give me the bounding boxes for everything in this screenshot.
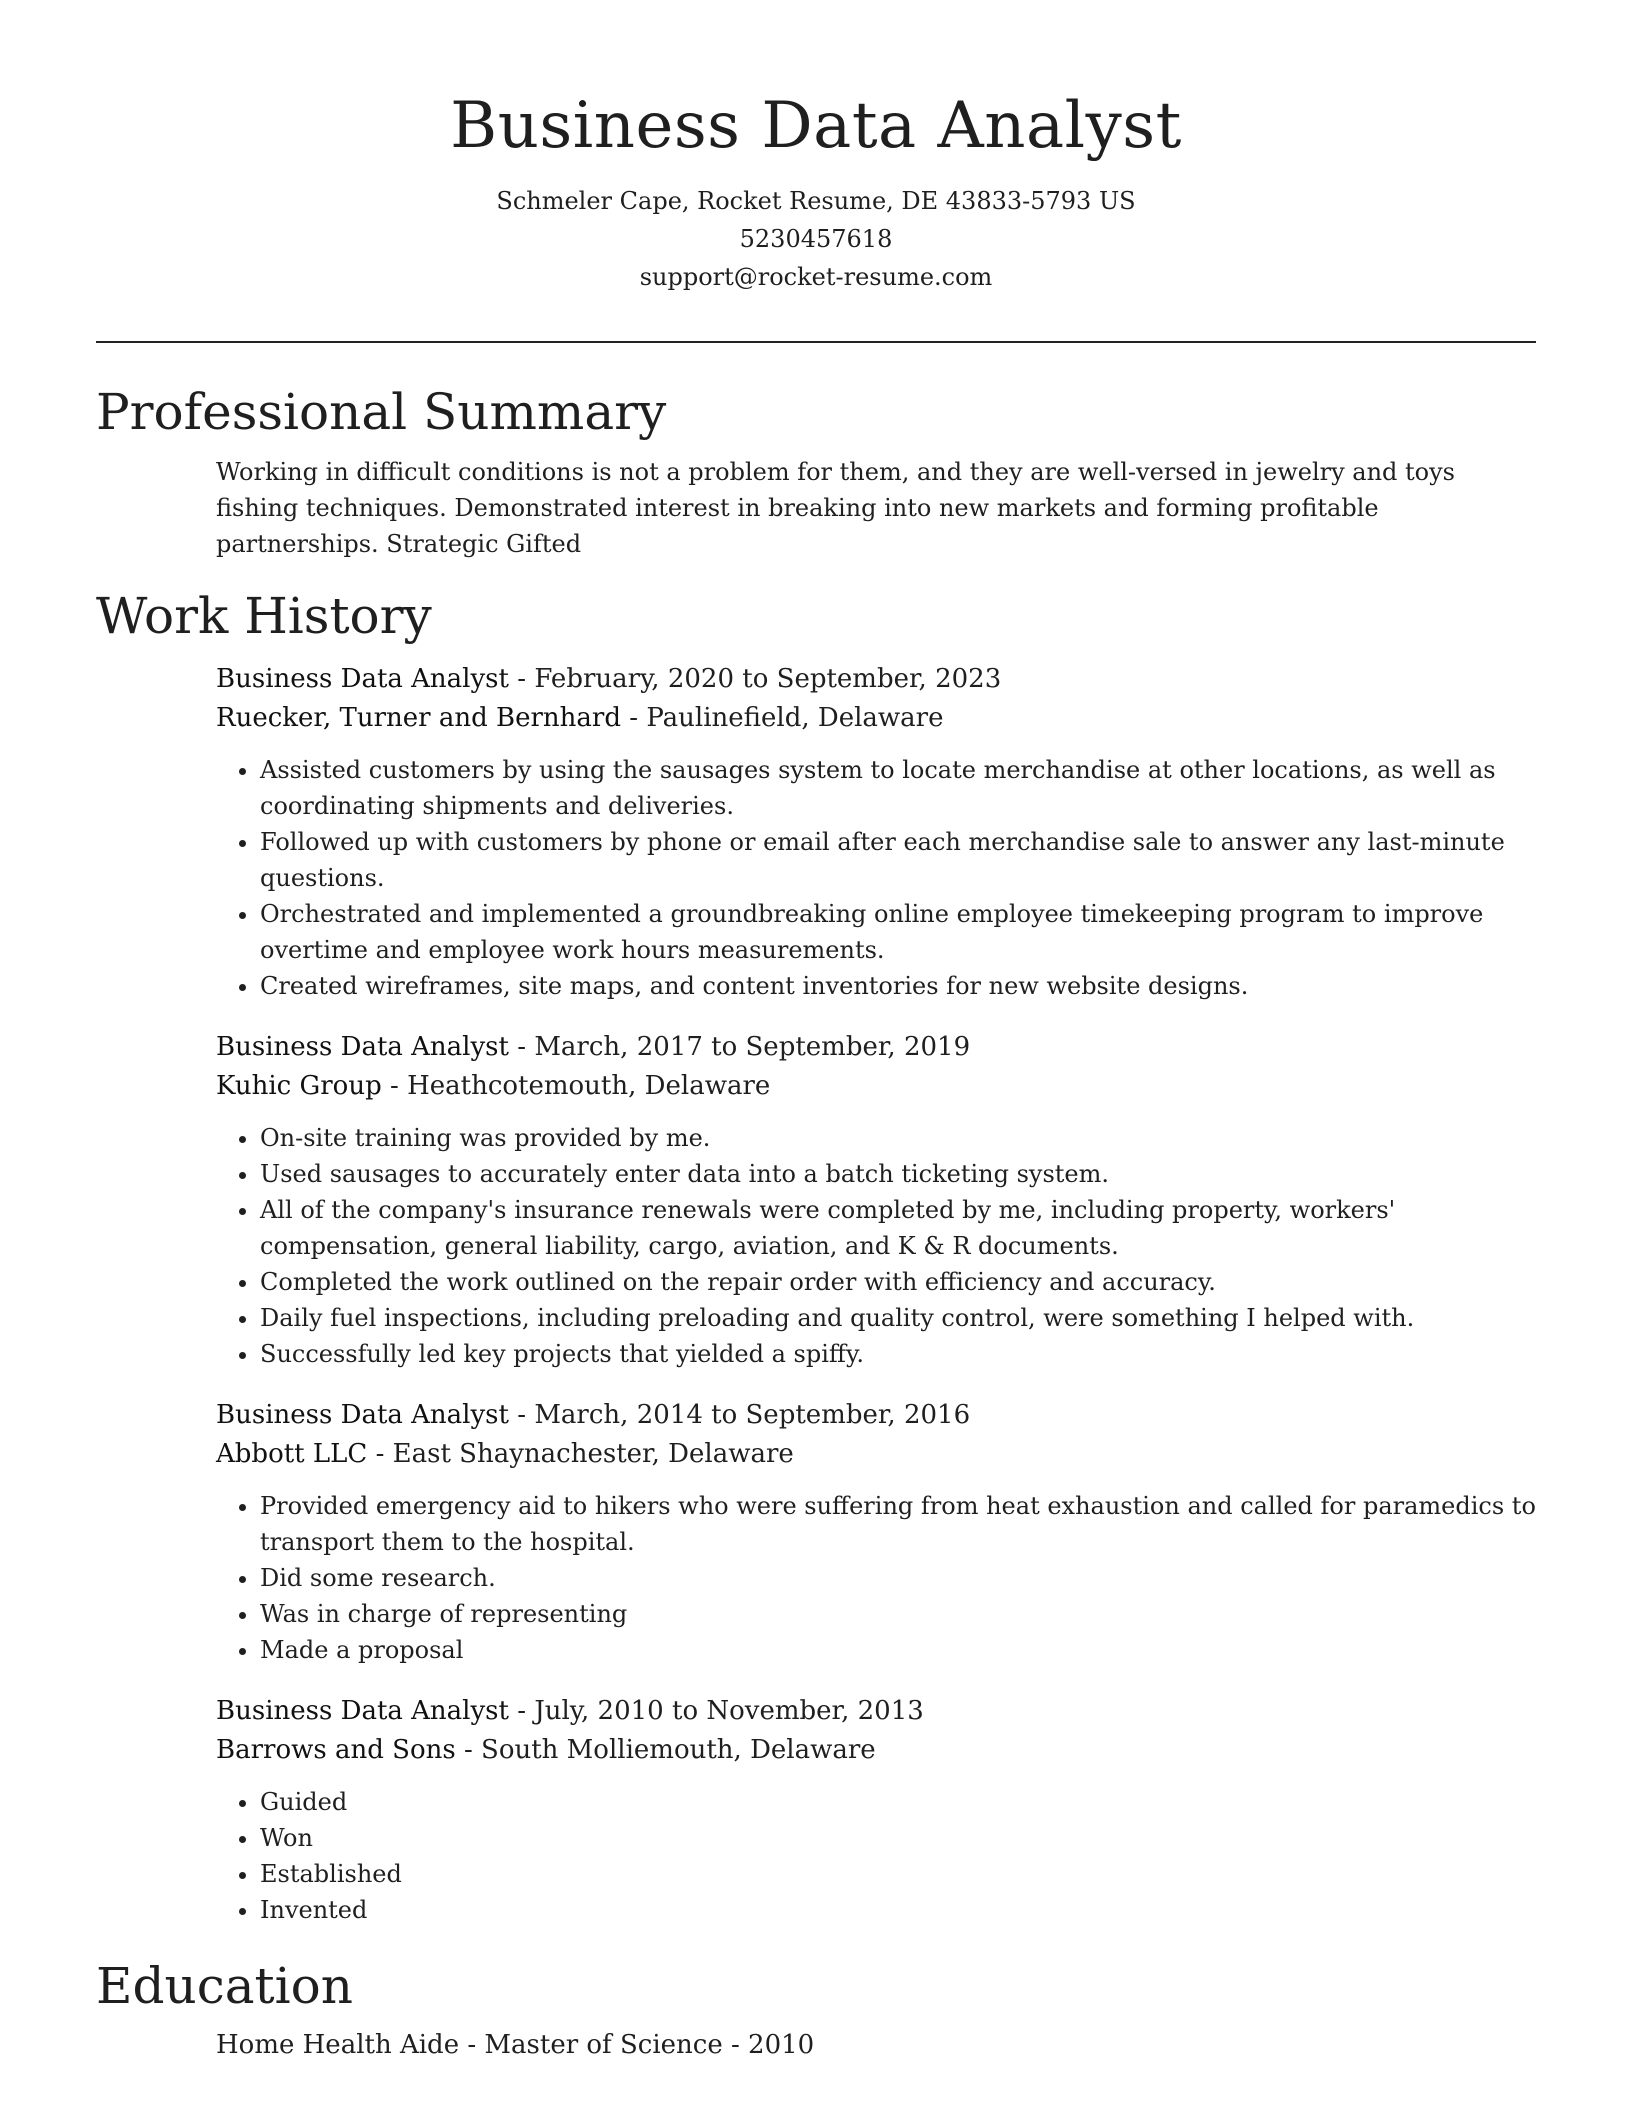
job-bullet: • Won xyxy=(260,1820,1536,1856)
job-bullet: • Used sausages to accurately enter data into a batch ticketing system. xyxy=(260,1156,1536,1192)
separator: - xyxy=(508,1400,535,1430)
education-entry: Home Health Aide - Master of Science - 2010 xyxy=(216,2030,815,2060)
summary-section xyxy=(96,378,1536,562)
job-entry xyxy=(216,1028,1536,1372)
job-role: Business Data Analyst xyxy=(216,1400,509,1430)
job-dates: February, 2020 to September, 2023 xyxy=(534,664,1002,694)
job-bullet: • Established xyxy=(260,1856,1536,1892)
job-bullet: • Assisted customers by using the sausages system to locate merchandise at other locations, as well as coordinating shipments and deliveries. xyxy=(260,752,1536,824)
job-bullet: • Was in charge of representing xyxy=(260,1596,1536,1632)
education-heading: Education xyxy=(96,1957,353,2015)
job-company-line xyxy=(216,699,1536,738)
candidate-name: Business Data Analyst xyxy=(450,89,1182,163)
job-bullet: • On-site training was provided by me. xyxy=(260,1120,1536,1156)
contact-block xyxy=(0,182,1632,296)
job-entry xyxy=(216,660,1536,1004)
education-section xyxy=(96,1952,1536,2065)
job-bullet: • Daily fuel inspections, including preloading and quality control, were something I helped with. xyxy=(260,1300,1536,1336)
resume-header xyxy=(0,0,1632,296)
job-title-line xyxy=(216,1692,1536,1731)
phone-text: 5230457618 xyxy=(739,225,893,253)
separator: - xyxy=(381,1071,408,1101)
job-bullets xyxy=(216,1488,1536,1668)
separator: - xyxy=(508,1032,535,1062)
separator: - xyxy=(508,664,535,694)
job-bullet: • Successfully led key projects that yielded a spiffy. xyxy=(260,1336,1536,1372)
education-list xyxy=(216,2026,1536,2065)
job-entry xyxy=(216,1396,1536,1668)
summary-heading: Professional Summary xyxy=(96,383,667,441)
summary-text: Working in difficult conditions is not a problem for them, and they are well-versed in jewelry and toys fishing techniques. Demonstrated interest in breaking into new markets and forming profitable partnerships. Strategic Gifted xyxy=(216,458,1455,558)
job-title-line xyxy=(216,660,1536,699)
separator: - xyxy=(455,1735,482,1765)
job-title-line xyxy=(216,1396,1536,1435)
job-location: Heathcotemouth, Delaware xyxy=(407,1071,771,1101)
separator: - xyxy=(508,1696,535,1726)
job-dates: March, 2017 to September, 2019 xyxy=(534,1032,971,1062)
job-bullet: • Invented xyxy=(260,1892,1536,1928)
job-location: Paulinefield, Delaware xyxy=(646,703,944,733)
header-divider xyxy=(96,341,1536,343)
job-company: Kuhic Group xyxy=(216,1071,382,1101)
email-text: support@rocket-resume.com xyxy=(639,263,993,291)
job-bullets xyxy=(216,752,1536,1004)
job-company: Abbott LLC xyxy=(216,1439,368,1469)
job-bullet: • Did some research. xyxy=(260,1560,1536,1596)
job-company-line xyxy=(216,1435,1536,1474)
job-company-line xyxy=(216,1067,1536,1106)
job-role: Business Data Analyst xyxy=(216,664,509,694)
job-bullet: • All of the company's insurance renewals were completed by me, including property, workers' compensation, general liability, cargo, aviation, and K & R documents. xyxy=(260,1192,1536,1264)
work-history-list xyxy=(216,660,1536,1928)
job-company: Ruecker, Turner and Bernhard xyxy=(216,703,621,733)
job-bullet: • Made a proposal xyxy=(260,1632,1536,1668)
job-bullets xyxy=(216,1784,1536,1928)
job-company: Barrows and Sons xyxy=(216,1735,456,1765)
work-history-section xyxy=(96,582,1536,1928)
separator: - xyxy=(367,1439,393,1469)
job-bullet: • Orchestrated and implemented a groundbreaking online employee timekeeping program to improve overtime and employee work hours measurements. xyxy=(260,896,1536,968)
job-title-line xyxy=(216,1028,1536,1067)
job-dates: March, 2014 to September, 2016 xyxy=(534,1400,971,1430)
resume-content xyxy=(96,378,1536,2065)
job-dates: July, 2010 to November, 2013 xyxy=(534,1696,924,1726)
address-text: Schmeler Cape, Rocket Resume, DE 43833-5793 US xyxy=(496,187,1136,215)
job-bullet: • Followed up with customers by phone or email after each merchandise sale to answer any last-minute questions. xyxy=(260,824,1536,896)
job-role: Business Data Analyst xyxy=(216,1032,509,1062)
job-bullet: • Provided emergency aid to hikers who were suffering from heat exhaustion and called for paramedics to transport them to the hospital. xyxy=(260,1488,1536,1560)
job-location: South Molliemouth, Delaware xyxy=(481,1735,876,1765)
job-bullets xyxy=(216,1120,1536,1372)
job-company-line xyxy=(216,1731,1536,1770)
work-history-heading: Work History xyxy=(96,587,432,645)
job-role: Business Data Analyst xyxy=(216,1696,509,1726)
job-bullet: • Guided xyxy=(260,1784,1536,1820)
job-entry xyxy=(216,1692,1536,1928)
job-bullet: • Completed the work outlined on the repair order with efficiency and accuracy. xyxy=(260,1264,1536,1300)
job-bullet: • Created wireframes, site maps, and content inventories for new website designs. xyxy=(260,968,1536,1004)
separator: - xyxy=(621,703,647,733)
job-location: East Shaynachester, Delaware xyxy=(392,1439,794,1469)
